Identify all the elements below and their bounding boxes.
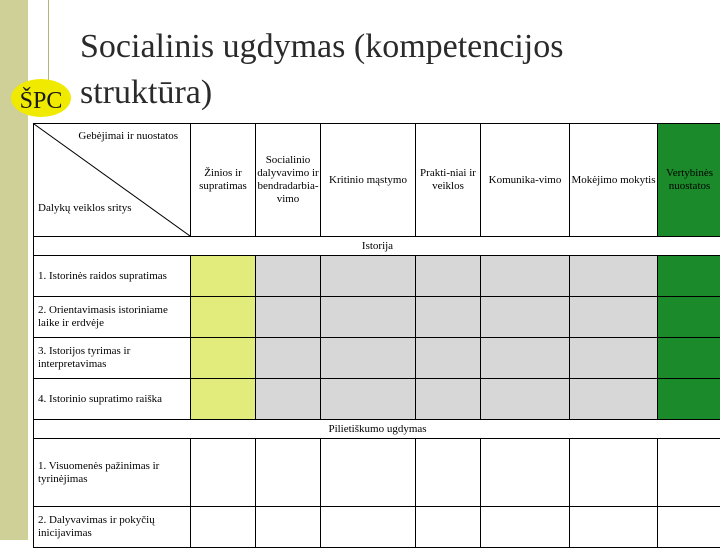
cell-white (570, 507, 658, 548)
cell-lime (191, 338, 256, 379)
section-row (34, 420, 720, 439)
cell-grey (416, 338, 481, 379)
row-label: 4. Istorinio supratimo raiška (34, 379, 191, 420)
cell-grey (321, 256, 416, 297)
cell-white (321, 439, 416, 507)
cell-white (256, 507, 321, 548)
cell-lime (191, 256, 256, 297)
row-label: 1. Visuomenės pažinimas ir tyrinėjimas (34, 439, 191, 507)
column-header: Vertybinės nuostatos (658, 124, 720, 237)
cell-white (191, 439, 256, 507)
cell-grey (570, 256, 658, 297)
cell-white (256, 439, 321, 507)
table-row (34, 256, 720, 297)
cell-green (658, 297, 720, 338)
cell-white (481, 439, 570, 507)
cell-white (658, 507, 720, 548)
cell-white (570, 439, 658, 507)
cell-grey (481, 379, 570, 420)
cell-lime (191, 297, 256, 338)
logo-text: ŠPC (20, 87, 63, 114)
cell-grey (481, 338, 570, 379)
cell-green (658, 256, 720, 297)
section-title: Istorija (34, 237, 720, 256)
spc-logo (10, 74, 72, 122)
cell-grey (481, 297, 570, 338)
cell-white (416, 439, 481, 507)
cell-grey (416, 379, 481, 420)
cell-grey (321, 297, 416, 338)
table-row (34, 338, 720, 379)
section-title: Pilietiškumo ugdymas (34, 420, 720, 439)
row-label: 2. Dalyvavimas ir pokyčių inicijavimas (34, 507, 191, 548)
cell-green (658, 338, 720, 379)
cell-grey (570, 338, 658, 379)
cell-white (481, 507, 570, 548)
page-title: Socialinis ugdymas (kompetencijos struktūra) (80, 24, 700, 116)
row-label: 3. Istorijos tyrimas ir interpretavimas (34, 338, 191, 379)
cell-white (321, 507, 416, 548)
table-row (34, 297, 720, 338)
column-header: Mokėjimo mokytis (570, 124, 658, 237)
corner-top-label: Gebėjimai ir nuostatos (78, 130, 178, 143)
column-header: Žinios ir supratimas (191, 124, 256, 237)
cell-lime (191, 379, 256, 420)
cell-grey (256, 379, 321, 420)
cell-grey (256, 297, 321, 338)
row-label: 2. Orientavimasis istoriniame laike ir erdvėje (34, 297, 191, 338)
cell-grey (481, 256, 570, 297)
cell-grey (416, 256, 481, 297)
table-row (34, 379, 720, 420)
cell-white (191, 507, 256, 548)
column-header: Prakti-niai ir veiklos (416, 124, 481, 237)
cell-white (658, 439, 720, 507)
cell-green (658, 379, 720, 420)
cell-grey (256, 256, 321, 297)
cell-grey (321, 379, 416, 420)
cell-grey (321, 338, 416, 379)
column-header: Socialinio dalyvavimo ir bendradarbia-vimo (256, 124, 321, 237)
cell-grey (416, 297, 481, 338)
header-row (34, 124, 720, 237)
row-label: 1. Istorinės raidos supratimas (34, 256, 191, 297)
column-header: Komunika-vimo (481, 124, 570, 237)
cell-grey (256, 338, 321, 379)
table-row (34, 439, 720, 507)
cell-grey (570, 297, 658, 338)
corner-bottom-label: Dalykų veiklos sritys (38, 202, 132, 215)
table-row (34, 507, 720, 548)
column-header: Kritinio mąstymo (321, 124, 416, 237)
cell-grey (570, 379, 658, 420)
cell-white (416, 507, 481, 548)
section-row (34, 237, 720, 256)
competency-table (33, 123, 720, 548)
corner-cell (34, 124, 191, 237)
